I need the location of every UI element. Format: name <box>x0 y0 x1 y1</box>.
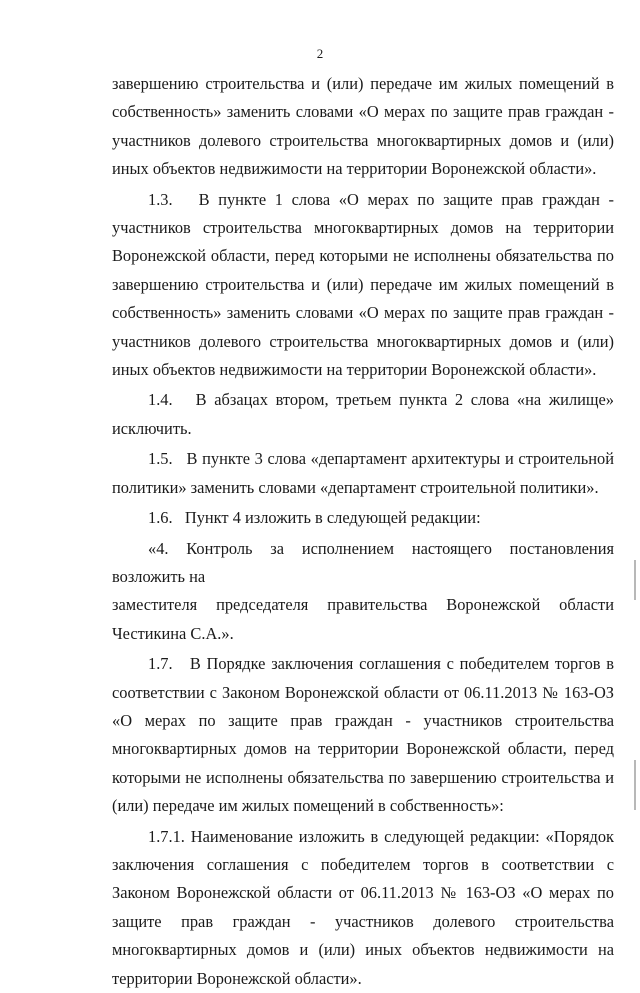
deputy-name: Честикина С.А.». <box>112 623 234 643</box>
scan-edge-mark <box>634 560 636 600</box>
document-body <box>112 70 614 993</box>
deputy-word-3: правительства <box>327 595 428 615</box>
scan-edge-mark <box>634 760 636 810</box>
deputy-word-1: заместителя <box>112 595 198 615</box>
paragraph-1-4: 1.4. В абзацах втором, третьем пункта 2 слова «на жилище» исключить. <box>112 390 614 438</box>
deputy-word-2: председателя <box>216 595 309 615</box>
deputy-word-4: Воронежской <box>446 595 541 615</box>
paragraph-1-3: 1.3. В пункте 1 слова «О мерах по защите прав граждан - участников строительства многоквартирных домов на территории Воронежской области, перед которыми не исполнены обязательства по завершению строительства и (или) передаче им жилых помещений в собственность» заменить словами «О мерах по защите прав граждан - участников долевого строительства многоквартирных домов и (или) иных объектов недвижимости на территории Воронежской области». <box>112 189 614 380</box>
paragraph-1-7-1: 1.7.1. Наименование изложить в следующей редакции: «Порядок заключения соглашения с победителем торгов в соответствии с Законом Воронежской области от 06.11.2013 № 163-ОЗ «О мерах по защите прав граждан - участников долевого строительства многоквартирных домов и (или) иных объектов недвижимости на территории Воронежской области». <box>112 826 614 988</box>
paragraph-continuation: завершению строительства и (или) передаче им жилых помещений в собственность» заменить словами «О мерах по защите прав граждан - участников долевого строительства многоквартирных домов и (или) иных объектов недвижимости на территории Воронежской области». <box>112 74 614 179</box>
paragraph-1-6: 1.6. Пункт 4 изложить в следующей редакции: <box>148 508 481 528</box>
paragraph-1-5: 1.5. В пункте 3 слова «департамент архитектуры и строительной политики» заменить словами «департамент строительной политики». <box>112 449 614 497</box>
quoted-clause-4: «4. Контроль за исполнением настоящего постановления возложить на <box>112 538 614 586</box>
deputy-word-5: области <box>559 595 614 615</box>
page-number: 2 <box>316 46 324 61</box>
paragraph-1-7: 1.7. В Порядке заключения соглашения с победителем торгов в соответствии с Законом Воронежской области от 06.11.2013 № 163-ОЗ «О мерах по защите прав граждан - участников строительства многоквартирных домов на территории Воронежской области, перед которыми не исполнены обязательства по завершению строительства и (или) передаче им жилых помещений в собственность»: <box>112 654 614 816</box>
deputy-title-line <box>112 591 614 619</box>
